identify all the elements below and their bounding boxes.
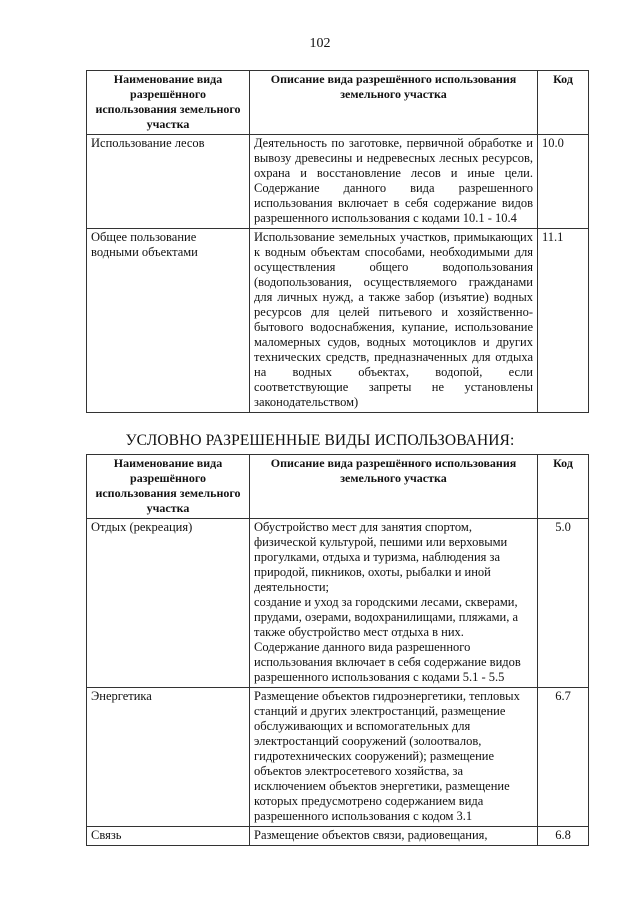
- use-description: Деятельность по заготовке, первичной обработке и вывозу древесины и недревесных лесных ресурсов, охрана и восстановление лесов и иные цели. Содержание данного вида разрешенного использования включает в себя содержание видов разрешенного использования с кодами 10.1 - 10.4: [250, 135, 538, 229]
- use-name: Отдых (рекреация): [87, 519, 250, 688]
- use-code: 6.7: [538, 688, 589, 827]
- permitted-uses-table: [86, 70, 589, 413]
- description-paragraph: создание и уход за городскими лесами, скверами, прудами, озерами, водохранилищами, пляжами, а также обустройство мест отдыха в них.: [254, 595, 519, 639]
- use-code: 6.8: [538, 827, 589, 846]
- header-name: Наименование вида разрешённого использования земельного участка: [87, 455, 250, 519]
- use-description: Размещение объектов связи, радиовещания,: [250, 827, 538, 846]
- use-name: Использование лесов: [87, 135, 250, 229]
- table-row: [87, 519, 589, 688]
- table-row: [87, 827, 589, 846]
- table-row: [87, 229, 589, 413]
- use-description: Использование земельных участков, примыкающих к водным объектам способами, необходимыми для осуществления общего водопользования (водопользования, осуществляемого гражданами для личных нужд, а также забор (изъятие) водных ресурсов для целей питьевого и хозяйственно-бытового водоснабжения, купание, использование маломерных судов, водных мотоциклов и других технических средств, предназначенных для отдыха на водных объектах, водопой, если соответствующие запреты не установлены законодательством): [250, 229, 538, 413]
- page-number: 102: [309, 36, 331, 51]
- conditional-uses-table: [86, 454, 589, 846]
- use-code: 10.0: [538, 135, 589, 229]
- use-description: Размещение объектов гидроэнергетики, тепловых станций и других электростанций, размещение обслуживающих и вспомогательных для электростанций сооружений (золоотвалов, гидротехнических сооружений); размещение объектов электросетевого хозяйства, за исключением объектов энергетики, размещение которых предусмотрено содержанием вида разрешенного использования с кодом 3.1: [250, 688, 538, 827]
- table-header-row: [87, 71, 589, 135]
- use-name: Связь: [87, 827, 250, 846]
- use-name: Общее пользование водными объектами: [87, 229, 250, 413]
- use-name: Энергетика: [87, 688, 250, 827]
- header-code: Код: [538, 71, 589, 135]
- header-code: Код: [538, 455, 589, 519]
- table-header-row: [87, 455, 589, 519]
- description-paragraph: Содержание данного вида разрешенного использования включает в себя содержание видов разрешенного использования с кодами 5.1 - 5.5: [254, 640, 521, 684]
- header-name: Наименование вида разрешённого использования земельного участка: [87, 71, 250, 135]
- table-row: [87, 688, 589, 827]
- header-description: Описание вида разрешённого использования земельного участка: [250, 455, 538, 519]
- use-description: [250, 519, 538, 688]
- use-code: 5.0: [538, 519, 589, 688]
- description-paragraph: Обустройство мест для занятия спортом, физической культурой, пешими или верховыми прогулками, отдыха и туризма, наблюдения за природой, пикников, охоты, рыбалки и иной деятельности;: [254, 520, 508, 594]
- use-code: 11.1: [538, 229, 589, 413]
- table-row: [87, 135, 589, 229]
- header-description: Описание вида разрешённого использования земельного участка: [250, 71, 538, 135]
- section-title: УСЛОВНО РАЗРЕШЕННЫЕ ВИДЫ ИСПОЛЬЗОВАНИЯ:: [125, 432, 515, 449]
